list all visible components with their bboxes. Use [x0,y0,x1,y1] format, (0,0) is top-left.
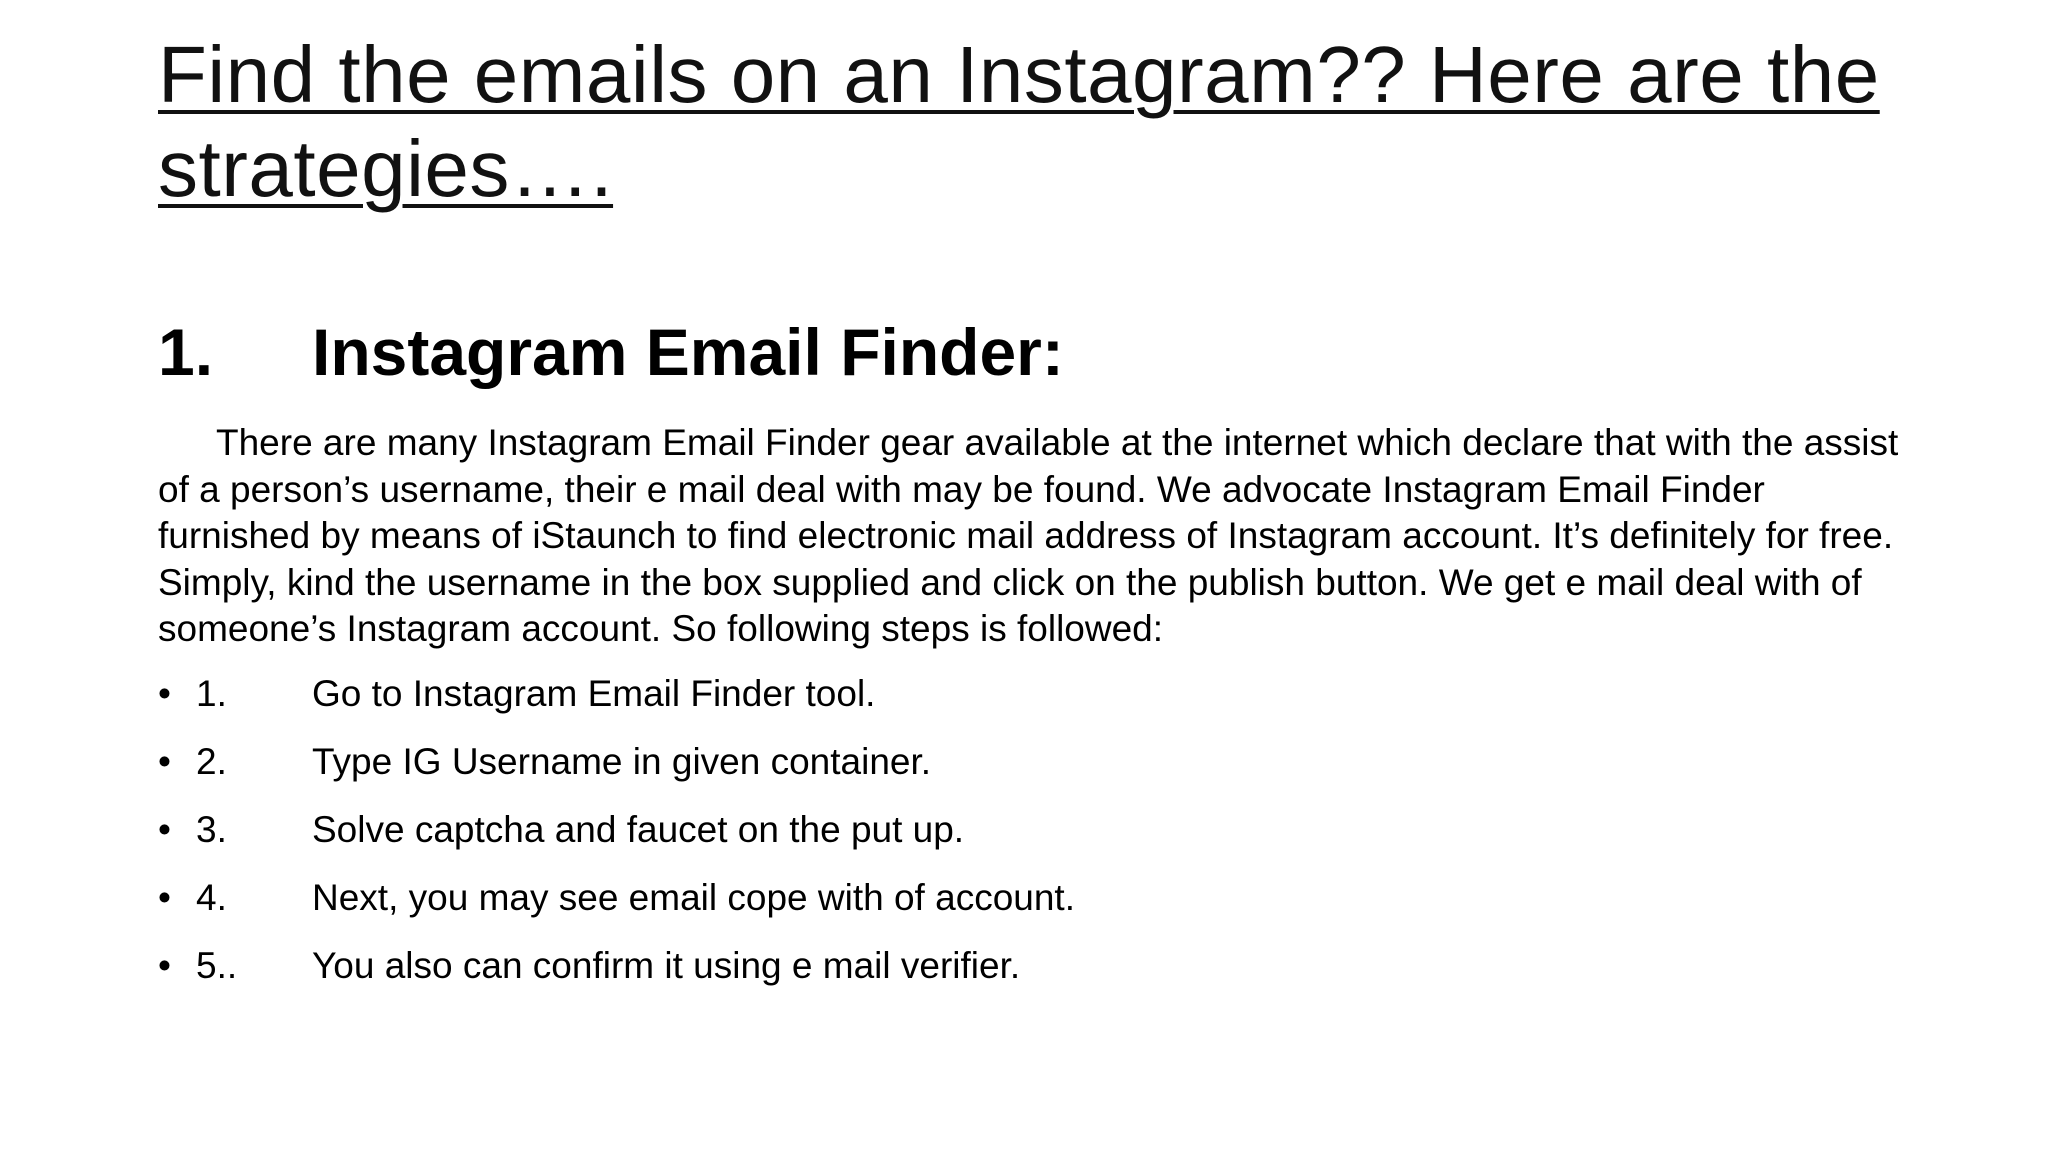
step-text: Go to Instagram Email Finder tool. [312,673,876,714]
bullet-icon: • [158,809,171,850]
step-number: 4. [196,877,227,918]
step-text: Next, you may see email cope with of account. [312,877,1075,918]
slide-title: Find the emails on an Instagram?? Here are the strategies…. [158,30,1880,213]
bullet-icon: • [158,877,171,918]
list-item [158,734,1918,802]
section-heading-text: Instagram Email Finder: [312,315,1064,389]
section-number: 1. [158,315,214,389]
bullet-icon: • [158,673,171,714]
step-text: Type IG Username in given container. [312,741,932,782]
step-text: You also can confirm it using e mail verifier. [312,945,1021,986]
steps-list [158,666,1918,1006]
list-item [158,870,1918,938]
section-heading [158,312,1064,392]
step-number: 3. [196,809,227,850]
step-text: Solve captcha and faucet on the put up. [312,809,965,850]
list-item [158,938,1918,1006]
step-number: 2. [196,741,227,782]
bullet-icon: • [158,741,171,782]
step-number: 5.. [196,945,238,986]
body-paragraph: There are many Instagram Email Finder gear available at the internet which declare that with the assist of a person’s username, their e mail deal with may be found. We advocate Instagram Email Finder furnished by means of iStaunch to find electronic mail address of Instagram account. It’s definitely for free. Simply, kind the username in the box supplied and click on the publish button. We get e mail deal with of someone’s Instagram account. So following steps is followed: [158,422,1899,649]
step-number: 1. [196,673,227,714]
bullet-icon: • [158,945,171,986]
list-item [158,666,1918,734]
list-item [158,802,1918,870]
